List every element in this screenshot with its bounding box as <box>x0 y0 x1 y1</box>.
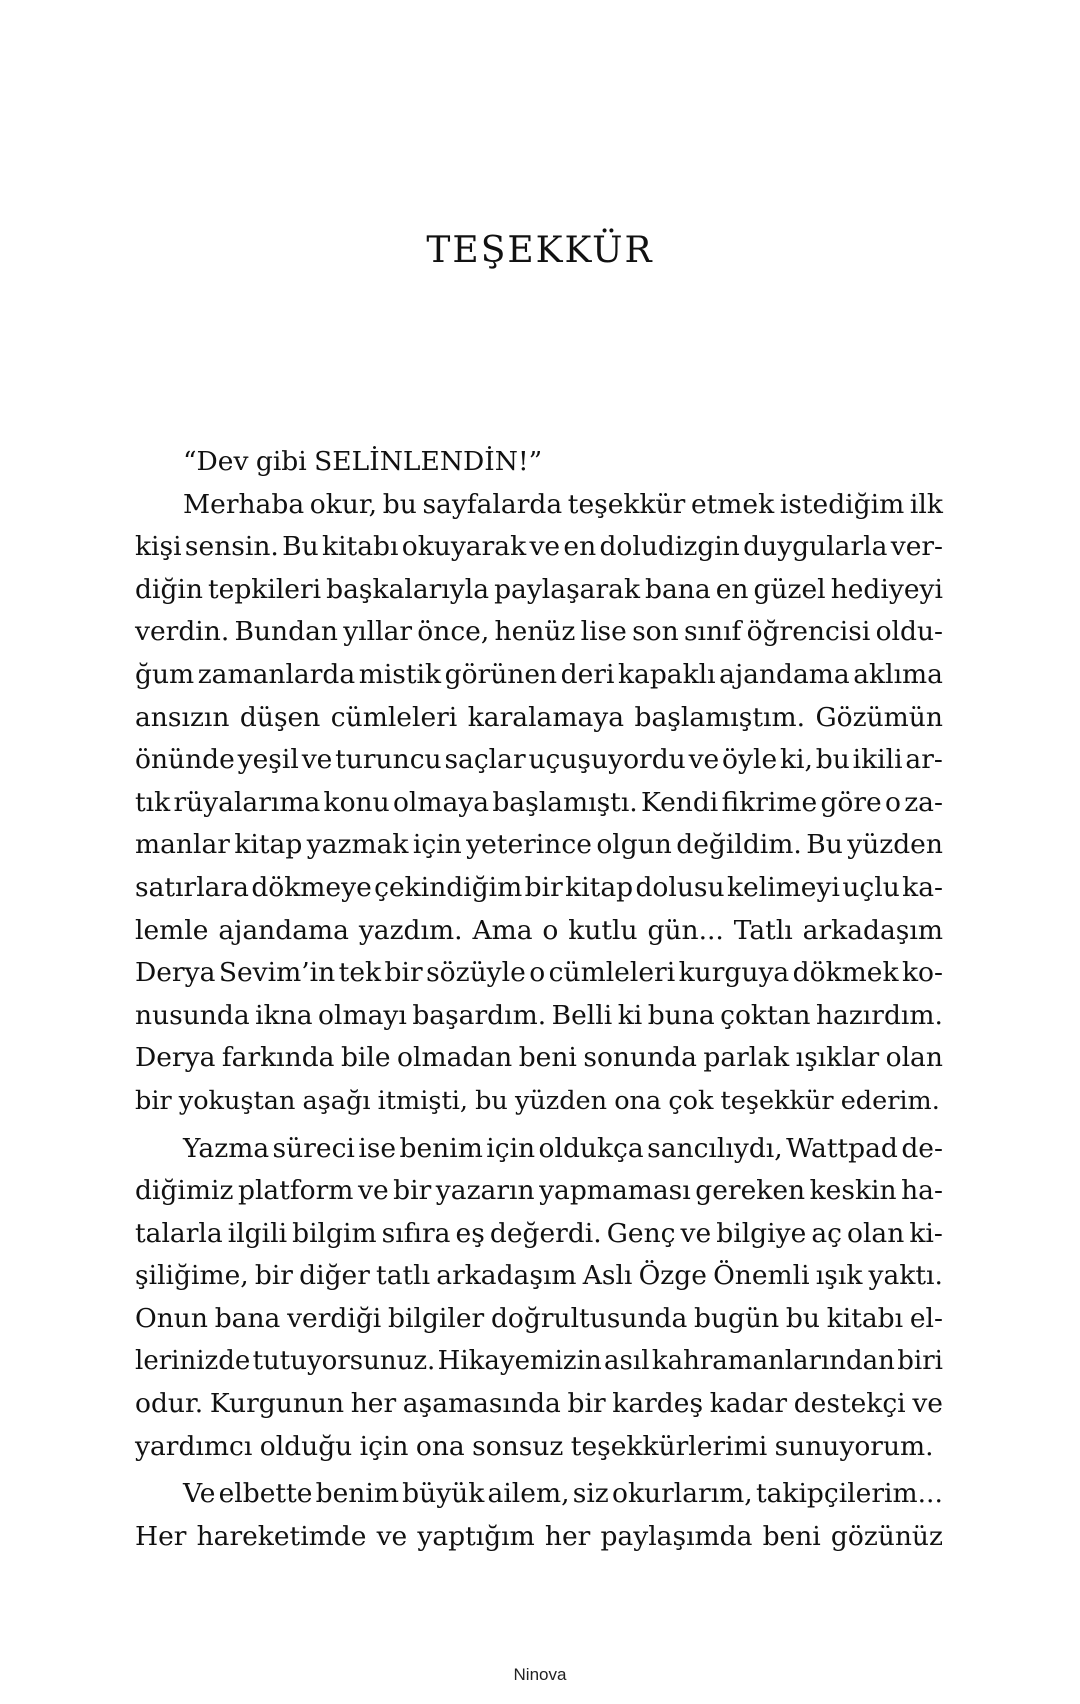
text-line: manlar kitap yazmak için yeterince olgun değildim. Bu yüzden <box>135 829 943 861</box>
text-line: diğin tepkileri başkalarıyla paylaşarak bana en güzel hediyeyi <box>135 573 943 605</box>
text-line: Her hareketimde ve yaptığım her paylaşımda beni gözünüz <box>135 1520 943 1552</box>
text-line: Ve elbette benim büyük ailem, siz okurlarım, takipçilerim... <box>183 1478 943 1510</box>
text-line: Yazma süreci ise benim için oldukça sancılıydı, Wattpad de- <box>183 1132 943 1164</box>
text-line: ğum zamanlarda mistik görünen deri kapaklı ajandama aklıma <box>135 658 943 690</box>
publisher-footer: Ninova <box>513 1665 567 1684</box>
text-line: talarla ilgili bilgim sıfıra eş değerdi. Genç ve bilgiye aç olan ki- <box>135 1217 943 1249</box>
text-line: Merhaba okur, bu sayfalarda teşekkür etmek istediğim ilk <box>183 488 943 520</box>
body-text <box>135 441 943 1558</box>
text-line: ansızın düşen cümleleri karalamaya başlamıştım. Gözümün <box>135 701 943 733</box>
text-line: verdin. Bundan yıllar önce, henüz lise son sınıf öğrencisi oldu- <box>135 616 943 648</box>
paragraph <box>135 1473 943 1558</box>
text-line: lemle ajandama yazdım. Ama o kutlu gün... Tatlı arkadaşım <box>135 914 943 946</box>
paragraph <box>135 1128 943 1469</box>
text-line: tık rüyalarıma konu olmaya başlamıştı. Kendi fikrime göre o za- <box>135 786 943 818</box>
text-line: önünde yeşil ve turuncu saçlar uçuşuyordu ve öyle ki, bu ikili ar- <box>135 744 943 776</box>
text-line: satırlara dökmeye çekindiğim bir kitap dolusu kelimeyi uçlu ka- <box>135 871 943 903</box>
text-line: Derya Sevim’in tek bir sözüyle o cümleleri kurguya dökmek ko- <box>135 957 943 989</box>
text-line: bir yokuştan aşağı itmişti, bu yüzden ona çok teşekkür ederim. <box>135 1085 940 1116</box>
text-line: lerinizde tutuyorsunuz. Hikayemizin asıl kahramanlarından biri <box>135 1346 943 1377</box>
text-line: Onun bana verdiği bilgiler doğrultusunda bugün bu kitabı el- <box>135 1302 943 1334</box>
text-line: odur. Kurgunun her aşamasında bir kardeş kadar destekçi ve <box>135 1388 943 1420</box>
text-line: diğimiz platform ve bir yazarın yapmaması gereken keskin ha- <box>135 1175 943 1207</box>
paragraph <box>135 441 943 484</box>
text-line: Derya farkında bile olmadan beni sonunda parlak ışıklar olan <box>135 1042 943 1074</box>
page-title: TEŞEKKÜR <box>426 230 654 271</box>
paragraph <box>135 484 943 1123</box>
text-line: nusunda ikna olmayı başardım. Belli ki buna çoktan hazırdım. <box>135 999 943 1031</box>
text-line: yardımcı olduğu için ona sonsuz teşekkürlerimi sunuyorum. <box>135 1430 934 1462</box>
text-line: şiliğime, bir diğer tatlı arkadaşım Aslı Özge Önemli ışık yaktı. <box>135 1260 943 1292</box>
text-line: kişi sensin. Bu kitabı okuyarak ve en doludizgin duygularla ver- <box>135 531 943 563</box>
text-line: “Dev gibi SELİNLENDİN!” <box>183 446 543 477</box>
